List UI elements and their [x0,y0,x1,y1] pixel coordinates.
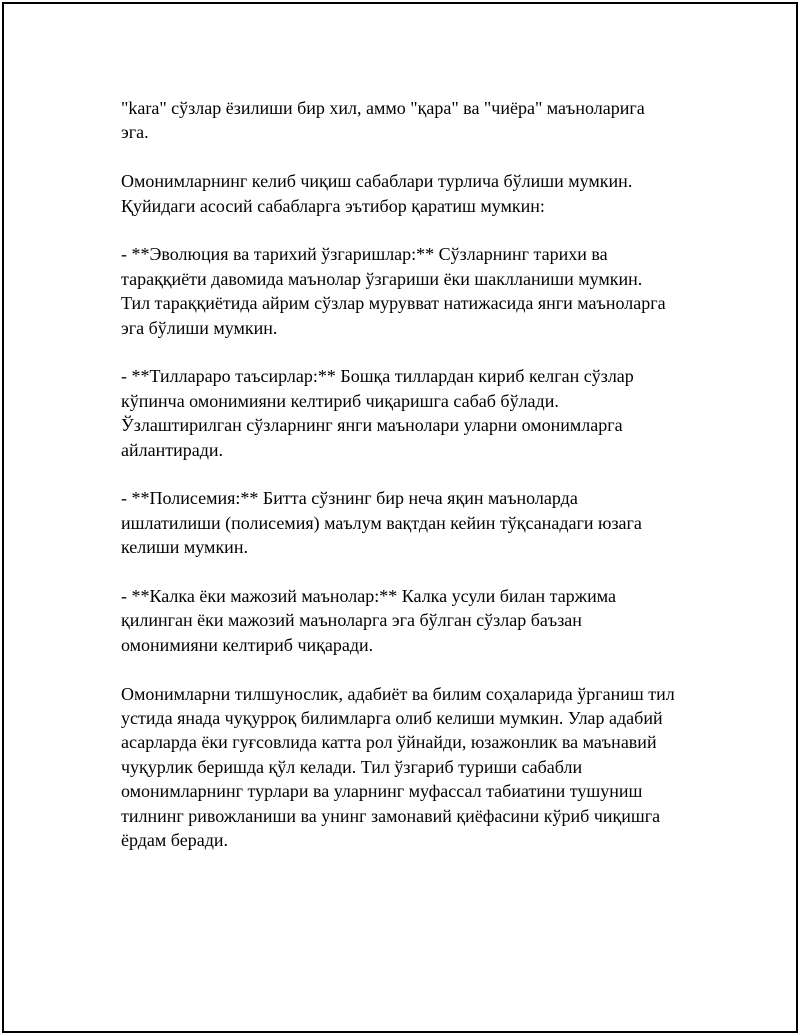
paragraph-conclusion: Омонимларни тилшунослик, адабиёт ва билим соҳаларида ўрганиш тил устида янада чуқурроқ билимларга олиб келиши мумкин. Улар адабий асарларда ёки гуғсовлида катта рол ўйнайди, юзажонлик ва маънавий чуқурлик беришда қўл келади. Тил ўзгариб туриши сабабли омонимларнинг турлари ва уларнинг муфассал табиатини тушуниш тилнинг ривожланиши ва унинг замонавий қиёфасини кўриб чиқишга ёрдам беради. [121,683,675,851]
paragraph-causes-intro: Омонимларнинг келиб чиқиш сабаблари турлича бўлиши мумкин. Қуйидаги асосий сабабларга эътибор қаратиш мумкин: [121,171,633,216]
list-item-evolution: - **Эволюция ва тарихий ўзгаришлар:** Сўзларнинг тарихи ва тараққиёти давомида маънолар ўзгариши ёки шаклланиши мумкин. Тил тараққиётида айрим сўзлар мурувват натижасида янги маъноларга эга бўлиши мумкин. [121,244,666,338]
page-frame [2,2,798,1033]
paragraph-intro-example: "kara" сўзлар ёзилиши бир хил, аммо "қара" ва "чиёра" маъноларига эга. [121,98,645,143]
list-item-polysemy: - **Полисемия:** Битта сўзнинг бир неча яқин маъноларда ишлатилиши (полисемия) маълум вақтдан кейин тўқсанадаги юзага келиши мумкин. [121,488,642,558]
document-body [121,96,696,877]
list-item-interlanguage: - **Тиллараро таъсирлар:** Бошқа тиллардан кириб келган сўзлар кўпинча омонимияни келтириб чиқаришга сабаб бўлади. Ўзлаштирилган сўзларнинг янги маънолари уларни омонимларга айлантиради. [121,366,634,460]
list-item-calque: - **Калка ёки мажозий маънолар:** Калка усули билан таржима қилинган ёки мажозий маъноларга эга бўлган сўзлар баъзан омонимияни келтириб чиқаради. [121,586,617,655]
